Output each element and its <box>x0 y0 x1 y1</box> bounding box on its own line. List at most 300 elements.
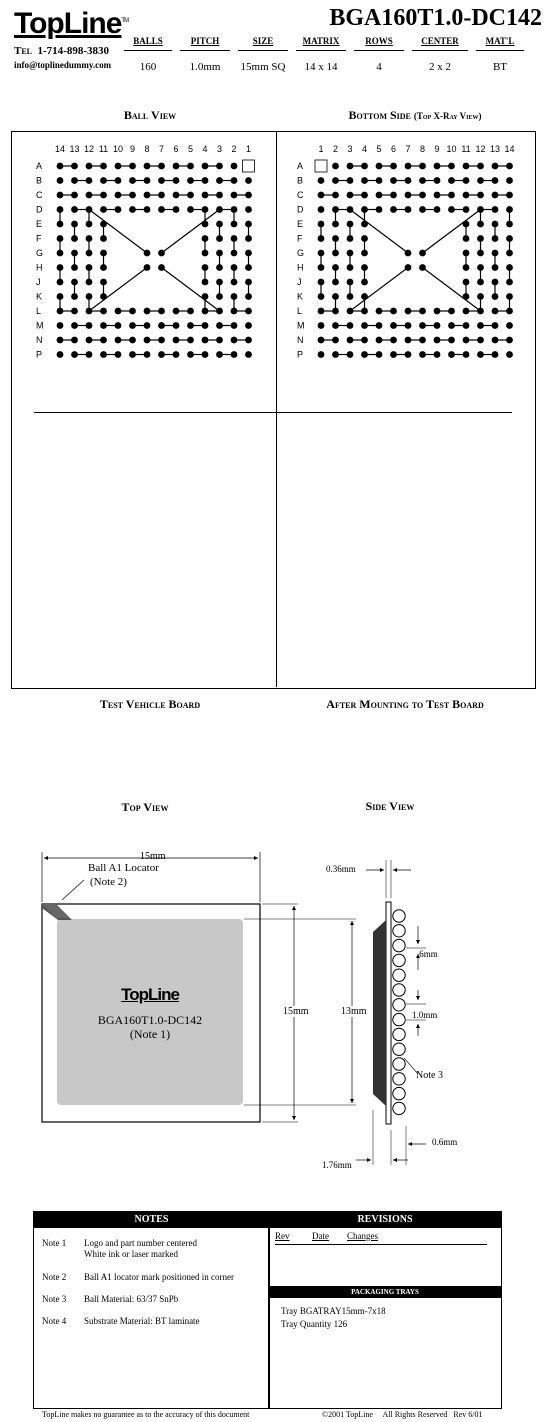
ball <box>477 235 484 242</box>
ball <box>231 250 238 257</box>
ball <box>361 163 368 170</box>
row-label: E <box>297 219 304 229</box>
ball <box>390 337 397 344</box>
ball <box>318 221 325 228</box>
ball <box>86 264 93 271</box>
ball <box>86 351 93 358</box>
side-ball <box>393 999 405 1011</box>
ball <box>86 322 93 329</box>
ball <box>506 293 513 300</box>
ball <box>57 351 64 358</box>
ball <box>347 235 354 242</box>
ball <box>405 163 412 170</box>
tray-qty: Tray Quantity 126 <box>281 1319 348 1329</box>
col-label: 11 <box>461 144 471 154</box>
ball <box>144 206 151 213</box>
ball <box>419 206 426 213</box>
ball <box>71 250 78 257</box>
ball <box>216 192 223 199</box>
test-vehicle-title: Test Vehicle Board <box>99 697 201 711</box>
spec-label: MATRIX <box>296 36 346 51</box>
ball <box>129 337 136 344</box>
ball <box>173 206 180 213</box>
side-view-title: Side View <box>365 799 415 813</box>
ball <box>158 250 165 257</box>
ball <box>129 351 136 358</box>
side-ball <box>393 1058 405 1070</box>
ball <box>506 279 513 286</box>
col-label: 8 <box>419 144 426 154</box>
col-label: 10 <box>446 144 457 154</box>
ball <box>361 264 368 271</box>
revisions-box <box>268 1211 502 1409</box>
ball <box>463 177 470 184</box>
ball <box>318 192 325 199</box>
ball <box>434 177 441 184</box>
ball <box>506 264 513 271</box>
col-label: 2 <box>332 144 339 154</box>
ball <box>506 177 513 184</box>
ball <box>100 221 107 228</box>
ball <box>245 308 252 315</box>
ball <box>506 337 513 344</box>
ball <box>332 163 339 170</box>
ball <box>477 293 484 300</box>
ball <box>419 337 426 344</box>
ball <box>144 163 151 170</box>
ball <box>390 351 397 358</box>
row-label: K <box>36 291 43 302</box>
ball <box>332 235 339 242</box>
col-label: 10 <box>112 144 124 154</box>
ball <box>57 308 64 315</box>
ball <box>318 351 325 358</box>
inner-label: 13mm <box>341 1006 367 1017</box>
ball <box>216 235 223 242</box>
ball <box>100 264 107 271</box>
ball <box>419 163 426 170</box>
ball <box>376 308 383 315</box>
row-label: A <box>297 161 304 171</box>
row-label: N <box>36 335 43 345</box>
row-label: H <box>297 262 304 273</box>
after-mounting-title: After Mounting to Test Board <box>326 697 484 711</box>
note-id: Note 2 <box>42 1272 67 1282</box>
ball <box>361 192 368 199</box>
ball <box>115 337 122 344</box>
ball <box>144 308 151 315</box>
tray-line: Tray BGATRAY15mm-7x18 <box>281 1306 386 1316</box>
date-col: Date <box>312 1231 329 1241</box>
ball <box>173 177 180 184</box>
ball <box>245 206 252 213</box>
ball <box>245 250 252 257</box>
ball <box>158 264 165 271</box>
ball <box>332 250 339 257</box>
ball <box>202 264 209 271</box>
ball <box>361 322 368 329</box>
ball <box>448 322 455 329</box>
ball <box>332 206 339 213</box>
spec-label: SIZE <box>238 36 288 51</box>
ball <box>376 351 383 358</box>
ball <box>361 177 368 184</box>
row-label: B <box>297 175 304 186</box>
ball <box>231 351 238 358</box>
row-label: N <box>297 335 304 345</box>
ball <box>129 308 136 315</box>
ball <box>57 163 64 170</box>
ball <box>463 235 470 242</box>
ball <box>216 337 223 344</box>
ball <box>390 163 397 170</box>
ball <box>57 235 64 242</box>
ball <box>57 206 64 213</box>
ball <box>57 221 64 228</box>
ball <box>187 337 194 344</box>
col-label: 3 <box>347 144 353 154</box>
spec-label: CENTER <box>412 36 468 51</box>
ball <box>347 337 354 344</box>
ball <box>492 293 499 300</box>
ball <box>347 308 354 315</box>
ball <box>477 206 484 213</box>
note-id: Note 1 <box>42 1238 67 1248</box>
ball <box>57 250 64 257</box>
ball <box>86 192 93 199</box>
ball <box>71 337 78 344</box>
side-ball <box>393 969 405 981</box>
row-label: B <box>36 175 43 186</box>
ball <box>202 293 209 300</box>
ball <box>463 250 470 257</box>
ball <box>376 206 383 213</box>
row-label: E <box>36 219 43 229</box>
ball <box>347 177 354 184</box>
ball <box>318 293 325 300</box>
row-label: M <box>297 320 305 331</box>
note-text-2: White ink or laser marked <box>84 1249 178 1259</box>
ball <box>390 192 397 199</box>
logo-tm: TM <box>121 18 129 24</box>
row-label: L <box>36 306 42 316</box>
ball <box>492 177 499 184</box>
ball <box>361 235 368 242</box>
ball <box>202 192 209 199</box>
ball <box>463 221 470 228</box>
ball <box>86 279 93 286</box>
ball <box>231 206 238 213</box>
ball <box>71 293 78 300</box>
ball <box>231 235 238 242</box>
ball <box>318 264 325 271</box>
ball <box>492 322 499 329</box>
row-label: D <box>36 204 43 215</box>
side-06-pitch: .6mm <box>417 949 438 959</box>
top-view-title: Top View <box>121 800 169 814</box>
col-label: 5 <box>187 144 194 154</box>
side-06: 0.6mm <box>432 1137 458 1147</box>
ball <box>187 163 194 170</box>
col-label: 5 <box>376 144 382 154</box>
row-label: C <box>297 190 304 200</box>
ball <box>100 250 107 257</box>
ball <box>187 322 194 329</box>
ball <box>158 177 165 184</box>
ball <box>506 235 513 242</box>
chip-part: BGA160T1.0-DC142 <box>97 1013 203 1027</box>
ball <box>100 206 107 213</box>
ball <box>492 192 499 199</box>
ball <box>492 221 499 228</box>
part-number: BGA160T1.0-DC142 <box>329 5 542 31</box>
side-ball <box>393 984 405 996</box>
col-label: 1 <box>318 144 324 154</box>
ball <box>492 308 499 315</box>
ball <box>347 322 354 329</box>
ball <box>57 264 64 271</box>
ball <box>144 337 151 344</box>
row-label: M <box>36 320 44 331</box>
spec-label: BALLS <box>124 36 172 51</box>
ball <box>187 351 194 358</box>
ball <box>332 308 339 315</box>
col-label: 9 <box>129 144 136 154</box>
a1-marker <box>243 160 255 172</box>
side-ball <box>393 954 405 966</box>
ball <box>231 264 238 271</box>
ball <box>71 279 78 286</box>
col-label: 2 <box>231 144 237 154</box>
row-label: D <box>297 204 304 215</box>
ball <box>216 250 223 257</box>
ball <box>57 192 64 199</box>
ball <box>245 264 252 271</box>
ball <box>492 351 499 358</box>
ball <box>231 163 238 170</box>
ball <box>115 177 122 184</box>
spec-label: MAT'L <box>476 36 524 51</box>
ball <box>158 351 165 358</box>
ball <box>173 163 180 170</box>
ball <box>477 337 484 344</box>
col-label: 12 <box>475 144 486 154</box>
spec-value: 4 <box>376 61 382 73</box>
ball <box>419 264 426 271</box>
ball <box>347 279 354 286</box>
ball <box>86 308 93 315</box>
ball <box>448 308 455 315</box>
ball <box>361 337 368 344</box>
ball <box>86 235 93 242</box>
ball <box>448 351 455 358</box>
footer-rev: Rev 6/01 <box>453 1410 483 1419</box>
row-label: C <box>36 190 43 200</box>
ball <box>100 279 107 286</box>
ball <box>216 177 223 184</box>
ball <box>361 293 368 300</box>
ball <box>405 308 412 315</box>
ball <box>187 192 194 199</box>
note-row <box>42 1294 269 1316</box>
row-label: G <box>36 248 44 258</box>
col-label: 13 <box>489 144 501 154</box>
ball <box>86 206 93 213</box>
ball <box>71 264 78 271</box>
note-row <box>42 1238 269 1272</box>
ball <box>477 264 484 271</box>
ball <box>448 206 455 213</box>
ball <box>477 351 484 358</box>
ball <box>129 163 136 170</box>
ball <box>318 322 325 329</box>
ball <box>173 322 180 329</box>
row-label: K <box>297 291 304 302</box>
email[interactable]: info@toplinedummy.com <box>14 60 112 70</box>
ball <box>419 351 426 358</box>
ball <box>434 322 441 329</box>
spec-label: ROWS <box>354 36 404 51</box>
row-label: J <box>297 277 302 287</box>
side-036: 0.36mm <box>326 864 356 874</box>
col-label: 4 <box>202 144 208 154</box>
col-label: 12 <box>83 144 95 154</box>
row-label: G <box>297 248 305 258</box>
ball <box>318 206 325 213</box>
row-label: H <box>36 262 43 273</box>
ball <box>477 221 484 228</box>
ball <box>361 250 368 257</box>
locator-label: Ball A1 Locator <box>88 862 159 874</box>
ball <box>158 192 165 199</box>
ball <box>86 221 93 228</box>
ball <box>173 192 180 199</box>
ball <box>100 351 107 358</box>
ball <box>361 206 368 213</box>
ball <box>71 192 78 199</box>
ball <box>202 308 209 315</box>
ball <box>477 308 484 315</box>
ball <box>463 322 470 329</box>
ball <box>376 322 383 329</box>
revisions-header <box>275 1230 487 1245</box>
ball <box>71 235 78 242</box>
ball <box>492 250 499 257</box>
ball <box>405 177 412 184</box>
ball <box>173 337 180 344</box>
ball <box>115 163 122 170</box>
row-label: P <box>297 349 304 360</box>
ball <box>506 322 513 329</box>
ball <box>202 250 209 257</box>
ball <box>100 322 107 329</box>
ball <box>419 308 426 315</box>
tel-number: 1-714-898-3830 <box>37 45 110 57</box>
ball <box>187 177 194 184</box>
ball <box>231 322 238 329</box>
ball <box>100 337 107 344</box>
ball <box>216 163 223 170</box>
spec-value: 2 x 2 <box>429 61 451 73</box>
col-label: 7 <box>158 144 165 154</box>
ball <box>100 308 107 315</box>
ball <box>216 322 223 329</box>
ball <box>332 322 339 329</box>
ball <box>506 351 513 358</box>
note-text: Ball Material: 63/37 SnPb <box>84 1294 179 1304</box>
ball-view-title: Ball View <box>123 108 177 122</box>
ball <box>347 264 354 271</box>
ball <box>506 221 513 228</box>
ball <box>492 279 499 286</box>
ball <box>376 192 383 199</box>
ball <box>463 351 470 358</box>
spec-value: 15mm SQ <box>240 61 286 73</box>
ball <box>506 192 513 199</box>
ball <box>463 206 470 213</box>
ball <box>347 163 354 170</box>
ball <box>100 235 107 242</box>
note-id: Note 4 <box>42 1316 67 1326</box>
ball <box>376 177 383 184</box>
notes-box <box>33 1211 270 1409</box>
ball <box>100 177 107 184</box>
side-ball <box>393 1043 405 1055</box>
ball <box>216 206 223 213</box>
col-label: 14 <box>54 144 66 154</box>
ball <box>332 337 339 344</box>
changes-col: Changes <box>347 1231 378 1241</box>
ball <box>318 279 325 286</box>
spec-value: 14 x 14 <box>304 61 338 73</box>
side-ball <box>393 910 405 922</box>
ball <box>202 177 209 184</box>
ball <box>202 279 209 286</box>
ball <box>144 322 151 329</box>
col-label: 8 <box>144 144 150 154</box>
revisions-title: REVISIONS <box>269 1212 501 1228</box>
note-id: Note 3 <box>42 1294 67 1304</box>
ball <box>506 250 513 257</box>
ball <box>144 351 151 358</box>
ball <box>71 308 78 315</box>
ball <box>434 206 441 213</box>
ball <box>434 308 441 315</box>
height-label: 15mm <box>283 1006 309 1017</box>
ball <box>347 206 354 213</box>
ball <box>477 192 484 199</box>
ball <box>202 163 209 170</box>
a1-marker <box>315 160 327 172</box>
note-text: Ball A1 locator mark positioned in corner <box>84 1272 234 1282</box>
ball <box>434 192 441 199</box>
side-176: 1.76mm <box>322 1160 352 1170</box>
ball <box>347 192 354 199</box>
ball <box>216 293 223 300</box>
row-label: L <box>297 306 303 316</box>
ball <box>492 264 499 271</box>
ball <box>506 308 513 315</box>
spec-value: 1.0mm <box>189 61 221 73</box>
row-label: J <box>36 277 41 287</box>
ball <box>115 192 122 199</box>
ball <box>390 308 397 315</box>
ball <box>231 279 238 286</box>
ball <box>57 293 64 300</box>
spec-value: BT <box>492 61 508 73</box>
ball <box>477 322 484 329</box>
ball <box>245 279 252 286</box>
